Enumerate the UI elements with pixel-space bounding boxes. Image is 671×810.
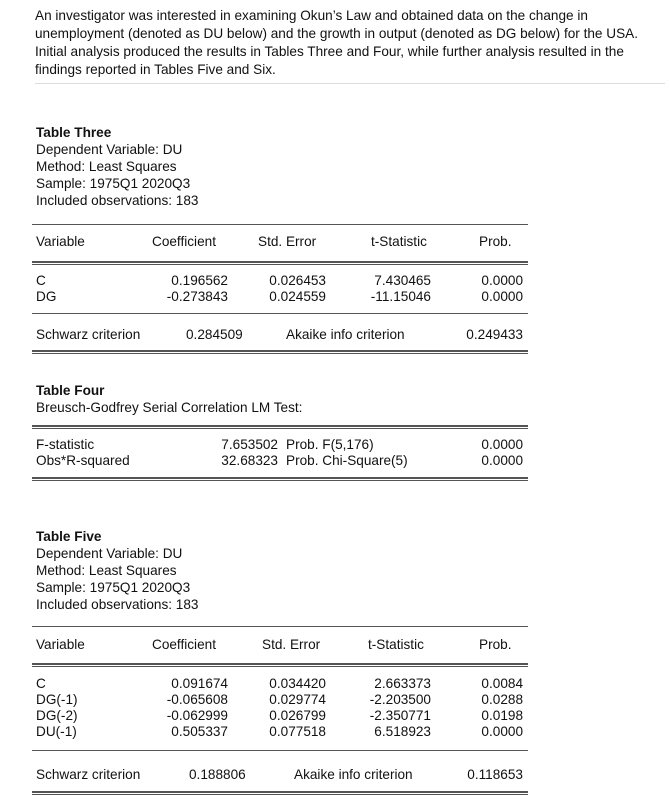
table-title: Table Five bbox=[36, 529, 102, 544]
divider bbox=[32, 477, 528, 481]
cell: -11.15046 bbox=[370, 289, 431, 304]
header-cell: t-Statistic bbox=[371, 234, 427, 249]
header-cell: Std. Error bbox=[262, 637, 321, 652]
cell: 0.026799 bbox=[269, 708, 326, 723]
table-header bbox=[36, 234, 526, 256]
cell: DG(-2) bbox=[36, 708, 78, 723]
cell: DU(-1) bbox=[36, 724, 77, 739]
header-cell: Variable bbox=[36, 637, 85, 652]
cell: -0.273843 bbox=[166, 289, 228, 304]
table-body bbox=[36, 437, 526, 469]
cell: 0.284509 bbox=[186, 327, 243, 342]
cell: 0.0000 bbox=[481, 437, 523, 452]
cell: 32.68323 bbox=[221, 453, 278, 468]
table-row bbox=[36, 692, 526, 708]
cell: 2.663373 bbox=[374, 676, 431, 691]
cell: 0.0198 bbox=[481, 708, 523, 723]
table-five bbox=[36, 528, 523, 613]
cell: Prob. Chi-Square(5) bbox=[286, 453, 408, 468]
cell: 0.026453 bbox=[269, 273, 326, 288]
table-row bbox=[36, 453, 526, 469]
cell: -0.062999 bbox=[166, 708, 228, 723]
meta-line: Included observations: 183 bbox=[36, 597, 199, 612]
meta-line: Sample: 1975Q1 2020Q3 bbox=[36, 176, 191, 191]
cell: Akaike info criterion bbox=[294, 767, 413, 782]
cell: F-statistic bbox=[36, 437, 95, 452]
meta-line: Dependent Variable: DU bbox=[36, 546, 183, 561]
cell: DG(-1) bbox=[36, 692, 78, 707]
table-row bbox=[36, 676, 526, 692]
divider bbox=[32, 350, 528, 354]
cell: Akaike info criterion bbox=[286, 327, 405, 342]
table-row bbox=[36, 724, 526, 740]
divider bbox=[32, 261, 528, 265]
cell: 0.0000 bbox=[481, 289, 523, 304]
cell: 0.505337 bbox=[171, 724, 228, 739]
header-cell: t-Statistic bbox=[368, 637, 424, 652]
cell: 0.0000 bbox=[481, 273, 523, 288]
cell: 0.0084 bbox=[481, 676, 523, 691]
table-row bbox=[36, 708, 526, 724]
header-cell: Coefficient bbox=[152, 234, 216, 249]
cell: DG bbox=[36, 289, 57, 304]
cell: Obs*R-squared bbox=[36, 453, 130, 468]
meta-line: Method: Least Squares bbox=[36, 563, 177, 578]
cell: 7.653502 bbox=[221, 437, 278, 452]
divider bbox=[32, 663, 528, 667]
divider bbox=[32, 425, 528, 429]
cell: 0.249433 bbox=[466, 327, 523, 342]
cell: 0.118653 bbox=[467, 767, 523, 782]
cell: 0.034420 bbox=[269, 676, 326, 691]
divider bbox=[32, 791, 528, 795]
cell: 0.029774 bbox=[269, 692, 326, 707]
table-row bbox=[36, 289, 526, 305]
divider bbox=[32, 313, 528, 315]
meta-line: Dependent Variable: DU bbox=[36, 142, 183, 157]
cell: Schwarz criterion bbox=[36, 767, 141, 782]
cell: 0.024559 bbox=[269, 289, 326, 304]
header-cell: Prob. bbox=[479, 637, 512, 652]
divider bbox=[32, 750, 528, 752]
cell: 0.0288 bbox=[481, 692, 523, 707]
cell: 0.188806 bbox=[189, 767, 246, 782]
cell: 0.196562 bbox=[171, 273, 228, 288]
cell: 0.091674 bbox=[171, 676, 228, 691]
divider bbox=[32, 626, 528, 628]
cell: 0.0000 bbox=[481, 453, 523, 468]
intro-paragraph: An investigator was interested in examining Okun’s Law and obtained data on the change in unemployment (denoted as DU below) and the growth in output (denoted as DG below) for the USA. Initial analysis produced the results in Tables Three and Four, while further analysis resulted in the findings reported in Tables Five and Six. bbox=[35, 7, 665, 84]
meta-line: Sample: 1975Q1 2020Q3 bbox=[36, 580, 191, 595]
header-cell: Coefficient bbox=[152, 637, 216, 652]
meta-line: Included observations: 183 bbox=[36, 193, 199, 208]
table-row bbox=[36, 273, 526, 289]
cell: 6.518923 bbox=[374, 724, 431, 739]
cell: -2.203500 bbox=[369, 692, 431, 707]
cell: C bbox=[36, 273, 46, 288]
cell: C bbox=[36, 676, 46, 691]
table-three bbox=[36, 124, 523, 209]
table-body bbox=[36, 676, 526, 740]
table-footer bbox=[36, 327, 526, 343]
table-four bbox=[36, 382, 523, 416]
cell: -0.065608 bbox=[166, 692, 228, 707]
cell: 0.077518 bbox=[269, 724, 326, 739]
meta-line: Breusch-Godfrey Serial Correlation LM Test: bbox=[36, 400, 303, 415]
header-cell: Prob. bbox=[479, 234, 512, 249]
meta-line: Method: Least Squares bbox=[36, 159, 177, 174]
divider bbox=[32, 224, 528, 226]
table-body bbox=[36, 273, 526, 305]
table-header bbox=[36, 637, 526, 659]
header-cell: Variable bbox=[36, 234, 85, 249]
header-cell: Std. Error bbox=[258, 234, 317, 249]
cell: 0.0000 bbox=[481, 724, 523, 739]
cell: Prob. F(5,176) bbox=[286, 437, 374, 452]
cell: 7.430465 bbox=[374, 273, 431, 288]
table-title: Table Three bbox=[36, 125, 112, 140]
cell: Schwarz criterion bbox=[36, 327, 141, 342]
table-row bbox=[36, 437, 526, 453]
table-footer bbox=[36, 767, 526, 783]
cell: -2.350771 bbox=[369, 708, 431, 723]
table-title: Table Four bbox=[36, 383, 105, 398]
